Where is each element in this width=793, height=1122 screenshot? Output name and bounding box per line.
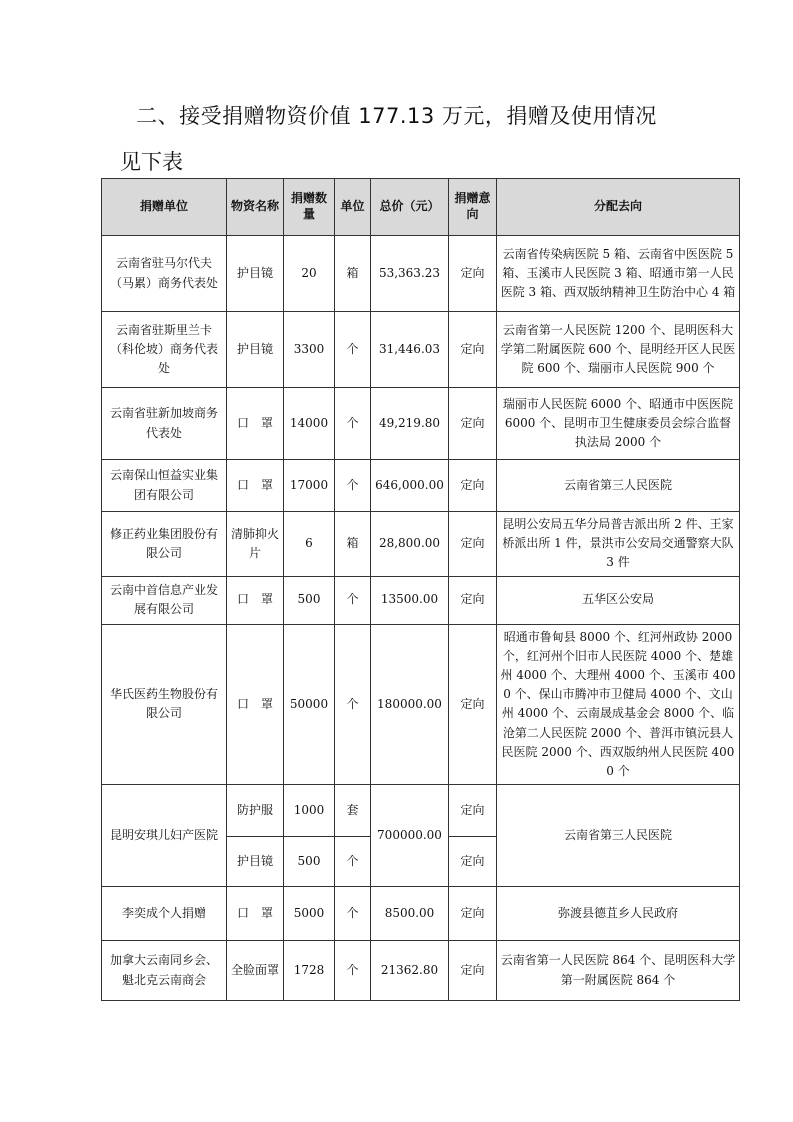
item-cell: 口 罩: [227, 460, 284, 512]
unit-cell: 个: [335, 887, 371, 941]
unit-cell: 箱: [335, 512, 371, 577]
total-cell: 31,446.03: [371, 312, 449, 388]
table-row: [102, 887, 740, 941]
total-cell: 28,800.00: [371, 512, 449, 577]
intent-cell: 定向: [449, 388, 497, 460]
header-unit: 单位: [335, 179, 371, 236]
intent-cell: 定向: [449, 312, 497, 388]
item-cell: 口 罩: [227, 576, 284, 624]
donor-cell: 云南省驻新加坡商务代表处: [102, 388, 227, 460]
quantity-cell: 50000: [284, 624, 335, 785]
item-cell: 口 罩: [227, 624, 284, 785]
donor-cell: 李奕成个人捐赠: [102, 887, 227, 941]
unit-cell: 个: [335, 837, 371, 887]
table-row: [102, 312, 740, 388]
table-row: [102, 941, 740, 1001]
item-cell: 护目镜: [227, 837, 284, 887]
donor-cell: 华氏医药生物股份有限公司: [102, 624, 227, 785]
total-cell: 8500.00: [371, 887, 449, 941]
destination-cell: 弥渡县德苴乡人民政府: [497, 887, 740, 941]
intent-cell: 定向: [449, 576, 497, 624]
table-row: [102, 785, 740, 837]
destination-cell: 云南省第三人民医院: [497, 785, 740, 887]
quantity-cell: 1000: [284, 785, 335, 837]
intent-cell: 定向: [449, 837, 497, 887]
intent-cell: 定向: [449, 624, 497, 785]
table-row: [102, 236, 740, 312]
total-cell: 21362.80: [371, 941, 449, 1001]
header-total: 总价（元）: [371, 179, 449, 236]
intent-cell: 定向: [449, 887, 497, 941]
unit-cell: 个: [335, 941, 371, 1001]
table-header-row: [102, 179, 740, 236]
table-row: [102, 512, 740, 577]
item-cell: 全脸面罩: [227, 941, 284, 1001]
total-cell: 53,363.23: [371, 236, 449, 312]
destination-cell: 云南省传染病医院 5 箱、云南省中医医院 5 箱、玉溪市人民医院 3 箱、昭通市第一人民医院 3 箱、西双版纳精神卫生防治中心 4 箱: [497, 236, 740, 312]
unit-cell: 套: [335, 785, 371, 837]
table-row: [102, 576, 740, 624]
unit-cell: 个: [335, 576, 371, 624]
header-destination: 分配去向: [497, 179, 740, 236]
unit-cell: 箱: [335, 236, 371, 312]
intent-cell: 定向: [449, 512, 497, 577]
unit-cell: 个: [335, 312, 371, 388]
total-cell: 700000.00: [371, 785, 449, 887]
destination-cell: 瑞丽市人民医院 6000 个、昭通市中医医院 6000 个、昆明市卫生健康委员会综合监督执法局 2000 个: [497, 388, 740, 460]
item-cell: 口 罩: [227, 388, 284, 460]
intent-cell: 定向: [449, 785, 497, 837]
total-cell: 13500.00: [371, 576, 449, 624]
table-row: [102, 388, 740, 460]
quantity-cell: 20: [284, 236, 335, 312]
header-intent: 捐赠意向: [449, 179, 497, 236]
donor-cell: 加拿大云南同乡会、魁北克云南商会: [102, 941, 227, 1001]
header-donor: 捐赠单位: [102, 179, 227, 236]
total-cell: 180000.00: [371, 624, 449, 785]
item-cell: 清肺抑火片: [227, 512, 284, 577]
donor-cell: 修正药业集团股份有限公司: [102, 512, 227, 577]
quantity-cell: 500: [284, 837, 335, 887]
total-cell: 49,219.80: [371, 388, 449, 460]
quantity-cell: 5000: [284, 887, 335, 941]
unit-cell: 个: [335, 460, 371, 512]
intent-cell: 定向: [449, 236, 497, 312]
item-cell: 口 罩: [227, 887, 284, 941]
quantity-cell: 6: [284, 512, 335, 577]
destination-cell: 昭通市鲁甸县 8000 个、红河州政协 2000 个，红河州个旧市人民医院 4000 个、楚雄州 4000 个、大理州 4000 个、玉溪市 4000 个、保山市腾冲市卫健局 4000 个、文山州 4000 个、云南晟成基金会 8000 个、临沧第二人民医院 2000 个、普洱市镇沅县人民医院 2000 个、西双版纳州人民医院 4000 个: [497, 624, 740, 785]
destination-cell: 云南省第三人民医院: [497, 460, 740, 512]
unit-cell: 个: [335, 388, 371, 460]
quantity-cell: 1728: [284, 941, 335, 1001]
destination-cell: 云南省第一人民医院 1200 个、昆明医科大学第二附属医院 600 个、昆明经开区人民医院 600 个、瑞丽市人民医院 900 个: [497, 312, 740, 388]
item-cell: 护目镜: [227, 236, 284, 312]
donor-cell: 云南中首信息产业发展有限公司: [102, 576, 227, 624]
quantity-cell: 14000: [284, 388, 335, 460]
table-row: [102, 460, 740, 512]
header-quantity: 捐赠数量: [284, 179, 335, 236]
intent-cell: 定向: [449, 460, 497, 512]
quantity-cell: 17000: [284, 460, 335, 512]
destination-cell: 昆明公安局五华分局普吉派出所 2 件、王家桥派出所 1 件，景洪市公安局交通警察大队 3 件: [497, 512, 740, 577]
donor-cell: 昆明安琪儿妇产医院: [102, 785, 227, 887]
quantity-cell: 500: [284, 576, 335, 624]
table-row: [102, 624, 740, 785]
donor-cell: 云南省驻斯里兰卡（科伦坡）商务代表处: [102, 312, 227, 388]
section-heading-continued: 见下表: [120, 150, 183, 174]
unit-cell: 个: [335, 624, 371, 785]
header-item: 物资名称: [227, 179, 284, 236]
intent-cell: 定向: [449, 941, 497, 1001]
donation-table: [101, 178, 740, 1001]
donor-cell: 云南保山恒益实业集团有限公司: [102, 460, 227, 512]
destination-cell: 五华区公安局: [497, 576, 740, 624]
section-heading: 二、接受捐赠物资价值 177.13 万元，捐赠及使用情况: [136, 104, 657, 128]
quantity-cell: 3300: [284, 312, 335, 388]
item-cell: 护目镜: [227, 312, 284, 388]
total-cell: 646,000.00: [371, 460, 449, 512]
donor-cell: 云南省驻马尔代夫（马累）商务代表处: [102, 236, 227, 312]
item-cell: 防护服: [227, 785, 284, 837]
destination-cell: 云南省第一人民医院 864 个、昆明医科大学第一附属医院 864 个: [497, 941, 740, 1001]
